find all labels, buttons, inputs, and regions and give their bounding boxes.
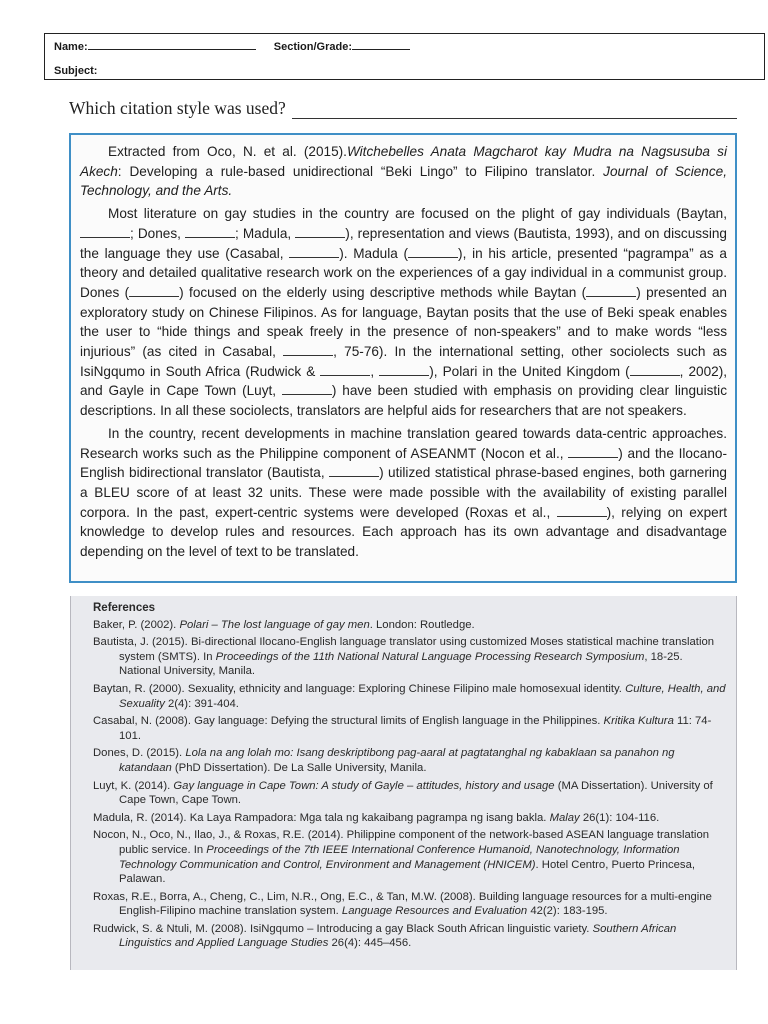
subject-label: Subject: — [54, 65, 98, 77]
blank[interactable] — [586, 286, 636, 297]
references-heading: References — [93, 602, 156, 614]
blank[interactable] — [282, 384, 332, 395]
reference-item: Dones, D. (2015). Lola na ang lolah mo: Isang deskriptibong pag-aaral at pagtatanghal ng kabaklaan sa panahon ng katandaan (PhD Dissertation). De La Salle University, Manila. — [93, 747, 675, 774]
reference-item: Bautista, J. (2015). Bi-directional Ilocano-English language translator using customized Moses statistical machine translation system (SMTS). In Proceedings of the 11th National Natural Language Processing Research Symposium, 18-25. National University, Manila. — [93, 636, 715, 678]
name-field[interactable] — [88, 40, 256, 50]
blank[interactable] — [329, 466, 379, 477]
blank[interactable] — [129, 286, 179, 297]
reference-item: Baytan, R. (2000). Sexuality, ethnicity and language: Exploring Chinese Filipino male homosexual identity. Culture, Health, and Sexuality 2(4): 391-404. — [93, 682, 726, 710]
passage-paragraph-1: Most literature on gay studies in the country are focused on the plight of gay individuals (Baytan, ; Dones, ; Madula, ), representation and views (Bautista, 1993), and on discussing the language they use (Casabal, ). Madula ( ), in his article, presented “pagrampa” as a theory and detailed qualitative research work on the experiences of a gay individual in a communist group. Dones ( ) focused on the elderly using descriptive methods while Baytan ( ) presented an exploratory study on Chinese Filipinos. As for language, Baytan posits that the use of Beki speak enables the user to “hide things and speak freely in the presence of non-speakers” and to make words “less injurious” (as cited in Casabal, , 75-76). In the international setting, other sociolects such as IsiNgqumo in South Africa (Rudwick & , ), Polari in the United Kingdom ( , 2002), and Gayle in Cape Town (Luyt, ) have been studied with emphasis on providing clear linguistic descriptions. In all these sociolects, translators are helpful aids for researchers that are not speakers. — [80, 206, 728, 419]
source-journal: Journal of Science, Technology, and the Arts. — [80, 163, 727, 199]
question-text: Which citation style was used? — [69, 98, 286, 118]
blank[interactable] — [80, 227, 130, 238]
blank[interactable] — [568, 447, 618, 458]
reference-item: Roxas, R.E., Borra, A., Cheng, C., Lim, N.R., Ong, E.C., & Tan, M.W. (2008). Building language resources for a multi-engine English-Filipino machine translation system. Language Resources and Evaluation 42(2): 183-195. — [93, 890, 712, 918]
passage-box — [69, 133, 737, 583]
subject-row — [54, 65, 97, 77]
reference-item: Luyt, K. (2014). Gay language in Cape Town: A study of Gayle – attitudes, history and usage (MA Dissertation). University of Cape Town, Cape Town. — [93, 779, 713, 807]
blank[interactable] — [320, 365, 370, 376]
reference-item: Nocon, N., Oco, N., Ilao, J., & Roxas, R.E. (2014). Philippine component of the network-based ASEAN language translation public service. In Proceedings of the 7th IEEE International Conference Humanoid, Nanotechnology, Information Technology Communication and Control, Environment and Management (HNICEM). Hotel Centro, Puerto Princesa, Palawan. — [93, 829, 710, 886]
blank[interactable] — [630, 365, 680, 376]
section-grade-label: Section/Grade: — [273, 41, 352, 53]
blank[interactable] — [295, 227, 345, 238]
reference-item: Baker, P. (2002). Polari – The lost language of gay men. London: Routledge. — [93, 618, 475, 631]
answer-line[interactable] — [292, 104, 737, 119]
reference-item: Rudwick, S. & Ntuli, M. (2008). IsiNgqumo – Introducing a gay Black South African linguistic variety. Southern African Linguistics and Applied Language Studies 26(4): 445–456. — [93, 922, 677, 950]
blank[interactable] — [557, 506, 607, 517]
student-info-box — [44, 33, 765, 80]
blank[interactable] — [283, 345, 333, 356]
blank[interactable] — [408, 247, 458, 258]
passage-paragraph-2: In the country, recent developments in machine translation geared towards data-centric approaches. Research works such as the Philippine component of ASEANMT (Nocon et al., ) and the Ilocano-English bidirectional translator (Bautista, ) utilized statistical phrase-based engines, both garnering a BLEU score of at least 32 units. These were made possible with the availability of existing parallel corpora. In the past, expert-centric systems were developed (Roxas et al., ), relying on expert knowledge to develop rules and resources. Each approach has its own advantage and disadvantage depending on the level of text to be translated. — [80, 425, 727, 560]
name-section-row — [54, 40, 410, 53]
source-title: Witchebelles Anata Magcharot kay Mudra na Nagsusuba si Akech — [80, 144, 727, 179]
source-citation: Extracted from Oco, N. et al. (2015).Witchebelles Anata Magcharot kay Mudra na Nagsusuba si Akech: Developing a rule-based unidirectional “Beki Lingo” to Filipino translator. Journal of Science, Technology, and the Arts. — [80, 144, 727, 199]
reference-item: Casabal, N. (2008). Gay language: Defying the structural limits of English language in the Philippines. Kritika Kultura 11: 74-101. — [93, 715, 712, 742]
question-line — [69, 98, 737, 119]
reference-item: Madula, R. (2014). Ka Laya Rampadora: Mga tala ng kakaibang pagrampa ng isang bakla. Malay 26(1): 104-116. — [93, 811, 660, 824]
references-panel — [70, 596, 737, 970]
section-grade-field[interactable] — [352, 40, 410, 50]
blank[interactable] — [289, 247, 339, 258]
blank[interactable] — [379, 365, 429, 376]
blank[interactable] — [185, 227, 235, 238]
name-label: Name: — [54, 41, 88, 53]
